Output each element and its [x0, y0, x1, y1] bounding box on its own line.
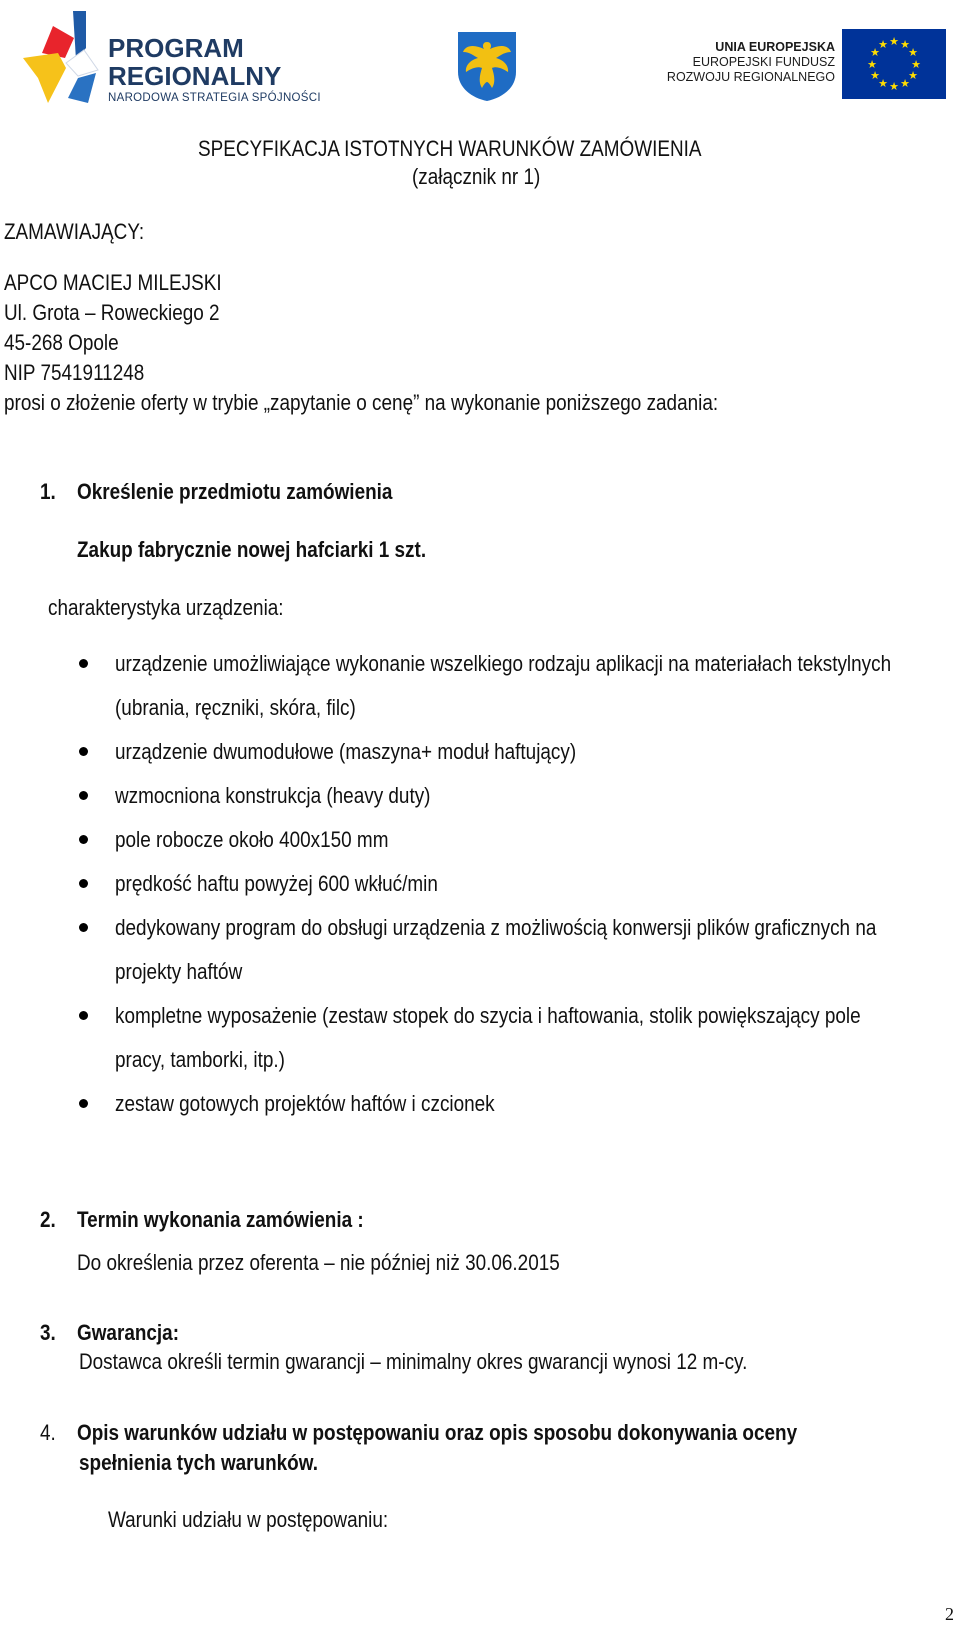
bullet-icon [79, 835, 88, 844]
bullet-icon [79, 1011, 88, 1020]
svg-text:★: ★ [908, 46, 918, 59]
opolskie-eagle-emblem-icon [456, 30, 518, 102]
svg-text:★: ★ [870, 46, 880, 59]
client-label: ZAMAWIAJĄCY: [4, 219, 145, 244]
program-star-icon [18, 8, 118, 108]
program-logo-line2: REGIONALNY [108, 61, 282, 91]
section4-number: 4. [40, 1420, 56, 1445]
list-item: urządzenie umożliwiające wykonanie wszelkiego rodzaju aplikacji na materiałach tekstylnych [115, 651, 892, 676]
eu-flag-icon [842, 29, 946, 99]
bullet-icon [79, 923, 88, 932]
list-item: pole robocze około 400x150 mm [115, 827, 389, 852]
list-item-continuation: (ubrania, ręczniki, skóra, filc) [115, 695, 356, 720]
svg-text:★: ★ [911, 58, 921, 71]
list-item: wzmocniona konstrukcja (heavy duty) [115, 783, 431, 808]
program-regionalny-logo [18, 8, 358, 108]
svg-text:★: ★ [878, 38, 888, 51]
program-logo-line3: NARODOWA STRATEGIA SPÓJNOŚCI [108, 92, 321, 104]
eu-text-line3: ROZWOJU REGIONALNEGO [666, 70, 835, 84]
eu-fund-text [630, 40, 835, 85]
section1-subject: Zakup fabrycznie nowej hafciarki 1 szt. [77, 537, 427, 562]
client-request: prosi o złożenie oferty w trybie „zapytanie o cenę” na wykonanie poniższego zadania: [4, 390, 719, 415]
section3-heading: Gwarancja: [77, 1320, 180, 1345]
section3-number: 3. [40, 1320, 56, 1345]
section2-heading: Termin wykonania zamówienia : [77, 1207, 364, 1232]
client-city: 45-268 Opole [4, 330, 119, 355]
svg-text:★: ★ [900, 38, 910, 51]
section4-heading-line1: Opis warunków udziału w postępowaniu oraz opis sposobu dokonywania oceny [77, 1420, 798, 1445]
characteristics-label: charakterystyka urządzenia: [48, 595, 284, 620]
svg-text:★: ★ [870, 69, 880, 82]
section3-text: Dostawca określi termin gwarancji – minimalny okres gwarancji wynosi 12 m-cy. [79, 1349, 748, 1374]
svg-text:★: ★ [878, 77, 888, 90]
client-street: Ul. Grota – Roweckiego 2 [4, 300, 220, 325]
section4-heading-line2: spełnienia tych warunków. [79, 1450, 319, 1475]
client-nip: NIP 7541911248 [4, 360, 145, 385]
bullet-icon [79, 659, 88, 668]
list-item: dedykowany program do obsługi urządzenia z możliwością konwersji plików graficznych na [115, 915, 877, 940]
client-name: APCO MACIEJ MILEJSKI [4, 270, 222, 295]
bullet-icon [79, 747, 88, 756]
section4-text: Warunki udziału w postępowaniu: [108, 1507, 389, 1532]
list-item: prędkość haftu powyżej 600 wkłuć/min [115, 871, 438, 896]
document-title: SPECYFIKACJA ISTOTNYCH WARUNKÓW ZAMÓWIENIA [198, 136, 702, 161]
list-item-continuation: projekty haftów [115, 959, 243, 984]
list-item: zestaw gotowych projektów haftów i czcionek [115, 1091, 495, 1116]
bullet-icon [79, 1099, 88, 1108]
svg-text:★: ★ [867, 58, 877, 71]
section1-number: 1. [40, 479, 56, 504]
section2-number: 2. [40, 1207, 56, 1232]
section2-text: Do określenia przez oferenta – nie później niż 30.06.2015 [77, 1250, 560, 1275]
svg-text:★: ★ [908, 69, 918, 82]
eu-text-line2: EUROPEJSKI FUNDUSZ [692, 55, 835, 69]
list-item: kompletne wyposażenie (zestaw stopek do szycia i haftowania, stolik powiększający pole [115, 1003, 861, 1028]
list-item: urządzenie dwumodułowe (maszyna+ moduł haftujący) [115, 739, 577, 764]
eu-text-line1: UNIA EUROPEJSKA [715, 40, 835, 54]
program-logo-line1: PROGRAM [108, 33, 244, 63]
list-item-continuation: pracy, tamborki, itp.) [115, 1047, 285, 1072]
svg-text:★: ★ [900, 77, 910, 90]
svg-text:★: ★ [889, 35, 899, 48]
svg-text:★: ★ [889, 80, 899, 93]
bullet-icon [79, 791, 88, 800]
bullet-icon [79, 879, 88, 888]
page-number: 2 [945, 1604, 954, 1624]
document-subtitle: (załącznik nr 1) [412, 164, 541, 189]
section1-heading: Określenie przedmiotu zamówienia [77, 479, 393, 504]
